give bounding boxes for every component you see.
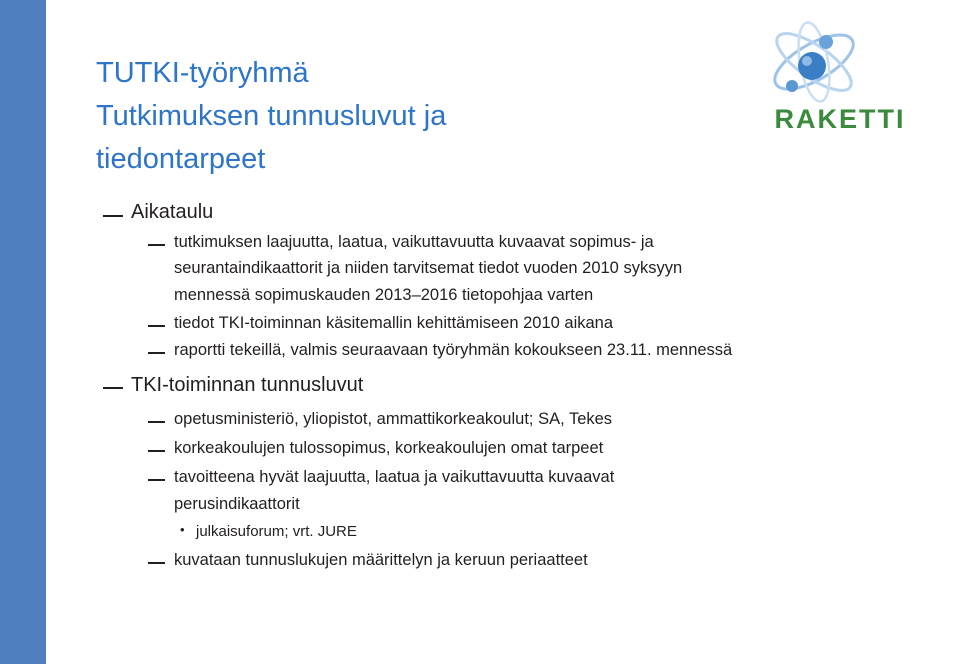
item-2-3-line-1: tavoitteena hyvät laajuutta, laatua ja vaikuttavuutta kuvaavat	[174, 468, 615, 486]
logo-text: RAKETTI	[774, 104, 906, 134]
item-2-3-subitem-1: julkaisuforum; vrt. JURE	[196, 523, 357, 540]
section-2-heading: TKI-toiminnan tunnusluvut	[131, 374, 364, 396]
item-1-2-dash	[148, 325, 165, 327]
title-line-3: tiedontarpeet	[96, 143, 266, 175]
item-2-4-line-1: kuvataan tunnuslukujen määrittelyn ja keruun periaatteet	[174, 551, 588, 569]
title-line-1: TUTKI-työryhmä	[96, 57, 309, 89]
section-2-dash	[103, 387, 123, 389]
section-1-dash	[103, 215, 123, 217]
item-2-1-dash	[148, 421, 165, 423]
title-line-2: Tutkimuksen tunnusluvut ja	[96, 100, 447, 132]
item-1-1-dash	[148, 244, 165, 246]
item-2-2-line-1: korkeakoulujen tulossopimus, korkeakoulujen omat tarpeet	[174, 439, 604, 457]
section-1-heading: Aikataulu	[131, 201, 214, 223]
item-1-1-line-2: seurantaindikaattorit ja niiden tarvitsemat tiedot vuoden 2010 syksyyn	[174, 259, 683, 277]
item-1-3-dash	[148, 352, 165, 354]
item-1-1-line-1: tutkimuksen laajuutta, laatua, vaikuttavuutta kuvaavat sopimus- ja	[174, 233, 654, 251]
item-2-4-dash	[148, 562, 165, 564]
item-1-3-line-1: raportti tekeillä, valmis seuraavaan työryhmän kokoukseen 23.11. mennessä	[174, 341, 733, 359]
item-1-1-line-3: mennessä sopimuskauden 2013–2016 tietopohjaa varten	[174, 286, 594, 304]
item-2-1-line-1: opetusministeriö, yliopistot, ammattikorkeakoulut; SA, Tekes	[174, 410, 613, 428]
item-1-2-line-1: tiedot TKI-toiminnan käsitemallin kehittämiseen 2010 aikana	[174, 314, 614, 332]
item-2-3-dash	[148, 479, 165, 481]
item-2-2-dash	[148, 450, 165, 452]
item-2-3-line-2: perusindikaattorit	[174, 495, 300, 513]
sub-bullet-icon: •	[180, 522, 185, 537]
